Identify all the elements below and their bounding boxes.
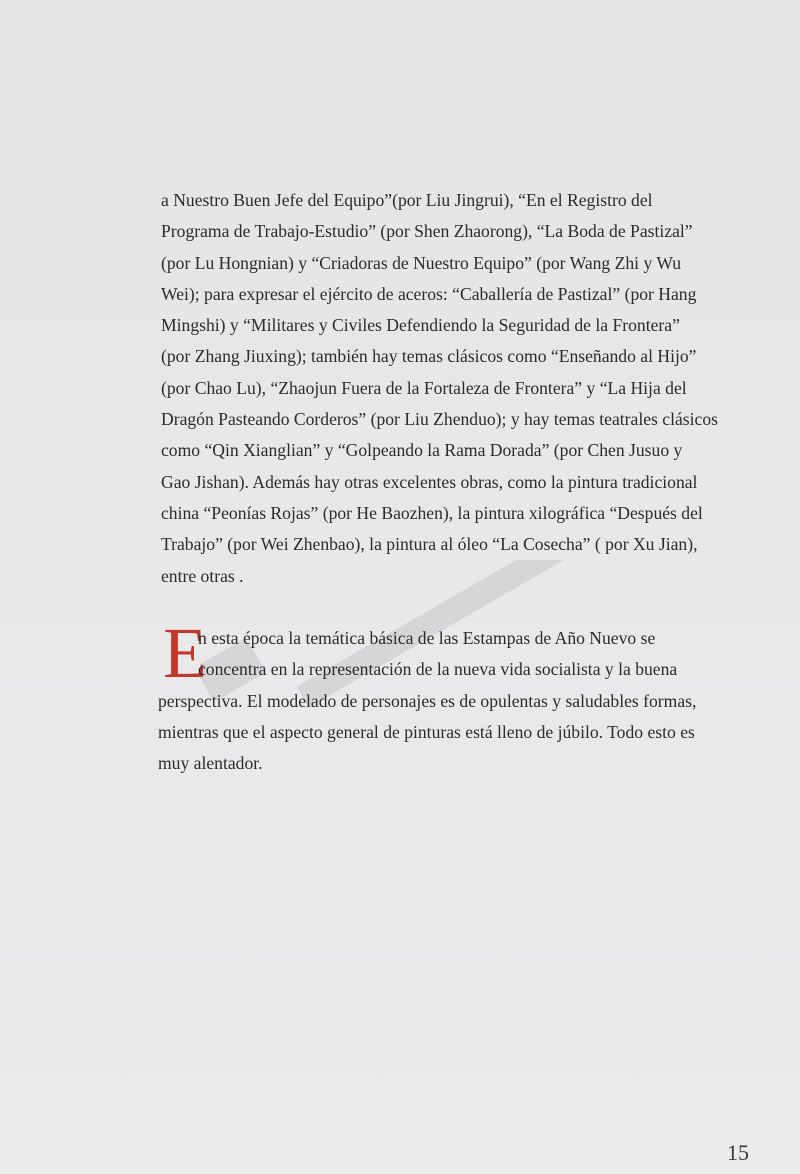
text-line: entre otras . xyxy=(161,565,244,586)
page-number: 15 xyxy=(727,1140,749,1165)
text-line: Dragón Pasteando Corderos” (por Liu Zhenduo); y hay temas teatrales clásicos xyxy=(161,409,718,430)
text-line: Gao Jishan). Además hay otras excelentes obras, como la pintura tradicional xyxy=(161,471,698,492)
body-paragraph-2 xyxy=(158,613,758,779)
text-line: (por Zhang Jiuxing); también hay temas clásicos como “Enseñando al Hijo” xyxy=(161,346,697,367)
text-line: a Nuestro Buen Jefe del Equipo”(por Liu Jingrui), “En el Registro del xyxy=(161,190,653,210)
text-line: mientras que el aspecto general de pinturas está lleno de júbilo. Todo esto es xyxy=(158,721,695,742)
text-line: muy alentador. xyxy=(158,753,263,774)
text-line: Programa de Trabajo-Estudio” (por Shen Zhaorong), “La Boda de Pastizal” xyxy=(161,221,693,242)
text-line: concentra en la representación de la nueva vida socialista y la buena xyxy=(198,659,678,680)
text-line: (por Chao Lu), “Zhaojun Fuera de la Fortaleza de Frontera” y “La Hija del xyxy=(161,377,687,398)
text-line: (por Lu Hongnian) y “Criadoras de Nuestro Equipo” (por Wang Zhi y Wu xyxy=(161,252,682,273)
text-line: Mingshi) y “Militares y Civiles Defendiendo la Seguridad de la Frontera” xyxy=(161,315,680,336)
text-line: n esta época la temática básica de las Estampas de Año Nuevo se xyxy=(198,628,656,648)
text-line: Trabajo” (por Wei Zhenbao), la pintura al óleo “La Cosecha” ( por Xu Jian), xyxy=(161,534,698,555)
text-line: Wei); para expresar el ejército de aceros: “Caballería de Pastizal” (por Hang xyxy=(161,283,697,304)
text-line: como “Qin Xianglian” y “Golpeando la Rama Dorada” (por Chen Jusuo y xyxy=(161,440,683,461)
drop-cap: E xyxy=(163,613,207,693)
text-line: perspectiva. El modelado de personajes es de opulentas y saludables formas, xyxy=(158,690,697,711)
body-paragraph-1 xyxy=(161,185,761,592)
text-line: china “Peonías Rojas” (por He Baozhen), la pintura xilográfica “Después del xyxy=(161,502,703,523)
